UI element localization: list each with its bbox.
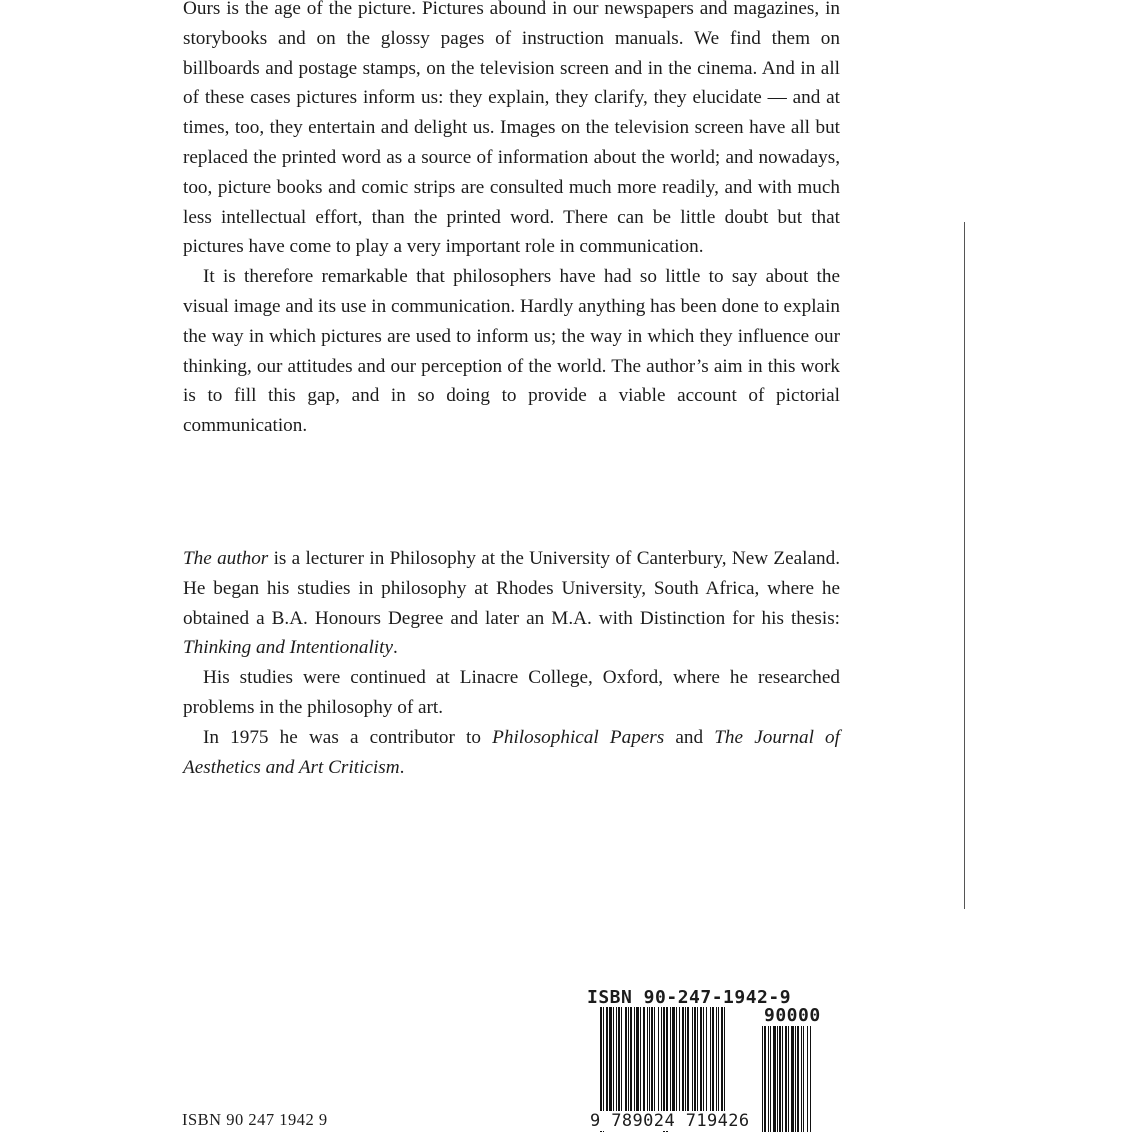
barcode-bar	[618, 1007, 620, 1119]
spine-rule	[964, 222, 965, 909]
bio-lead: The author	[183, 548, 269, 569]
isbn-footer: ISBN 90 247 1942 9	[182, 1110, 328, 1129]
isbn-barcode	[582, 986, 842, 1134]
barcode-bar	[628, 1007, 629, 1119]
barcode-bar	[718, 1007, 719, 1119]
barcode-bar	[654, 1007, 655, 1119]
barcode-bar	[779, 1026, 781, 1132]
barcode-bar	[773, 1026, 776, 1132]
barcode-bar	[803, 1026, 804, 1132]
barcode-bar	[700, 1007, 702, 1119]
barcode-bar	[606, 1007, 608, 1119]
barcode-bar	[768, 1026, 769, 1132]
barcode-bar	[609, 1007, 612, 1119]
barcode-bar	[616, 1007, 617, 1119]
barcode-bar	[682, 1007, 684, 1119]
barcode-bar	[782, 1026, 783, 1132]
bio-p3-end: .	[399, 756, 405, 778]
barcode-bar	[692, 1007, 693, 1119]
bio-paragraph-2: His studies were continued at Linacre College, Oxford, where he researched problems in the philosophy of art.	[183, 667, 840, 718]
barcode-bar	[687, 1007, 689, 1119]
book-blurb	[183, 0, 840, 441]
barcode-bar	[613, 1007, 614, 1119]
barcode-bar	[658, 1007, 659, 1119]
barcode-bar	[685, 1007, 686, 1119]
bio-p1-end: .	[392, 637, 398, 659]
barcode-bar	[640, 1007, 641, 1119]
journal-title-1: Philosophical Papers	[492, 726, 665, 748]
barcode-bar	[716, 1007, 717, 1119]
barcode-bar	[710, 1007, 711, 1119]
barcode-bar	[697, 1007, 698, 1119]
barcode-bar	[634, 1007, 635, 1119]
bio-paragraph-3	[183, 723, 840, 783]
barcode-bar	[807, 1026, 808, 1132]
barcode-bar	[795, 1026, 796, 1132]
barcode-isbn-label: ISBN 90-247-1942-9	[587, 987, 792, 1008]
barcode-bar	[649, 1007, 650, 1119]
thesis-title: Thinking and Intentionality	[183, 637, 393, 659]
barcode-bar	[676, 1007, 677, 1119]
barcode-bar	[788, 1026, 789, 1132]
barcode-bar	[647, 1007, 648, 1119]
barcode-bar	[670, 1007, 671, 1119]
barcode-bar	[621, 1007, 622, 1119]
barcode-bar	[764, 1026, 766, 1132]
barcode-bar	[762, 1026, 763, 1132]
barcode-bar	[643, 1007, 645, 1119]
barcode-bar	[724, 1007, 725, 1119]
bio-paragraph-1	[183, 544, 840, 663]
barcode-bar	[651, 1007, 653, 1119]
author-bio	[183, 544, 840, 782]
barcode-bar	[770, 1026, 771, 1132]
barcode-bar	[703, 1007, 704, 1119]
barcode-bar	[672, 1007, 675, 1119]
barcode-bar	[625, 1007, 627, 1119]
journal-title-2: The Journal of Aesthetics and Art Criticism	[183, 726, 840, 778]
barcode-addon-digits: 90000	[764, 1005, 821, 1026]
bio-p3-mid: and	[664, 726, 715, 748]
barcode-bar	[721, 1007, 723, 1119]
barcode-bar	[706, 1007, 707, 1119]
barcode-bar	[785, 1026, 787, 1132]
barcode-bar	[791, 1026, 794, 1132]
blurb-paragraph-1: Ours is the age of the picture. Pictures abound in our newspapers and magazines, in storybooks and on the glossy pages of instruction manuals. We find them on billboards and postage stamps, on the television screen and in the cinema. And in all of these cases pictures inform us: they explain, they clarify, they elucidate — and at times, too, they entertain and delight us. Images on the television screen have all but replaced the printed word as a source of information about the world; and nowadays, too, picture books and comic strips are consulted much more readily, and with much less intellectual effort, than the printed word. There can be little doubt but that pictures have come to play a very important role in communication.	[183, 0, 840, 258]
barcode-bar	[777, 1026, 778, 1132]
barcode-digits: 9 789024 719426	[590, 1111, 750, 1131]
barcode-bar	[694, 1007, 696, 1119]
barcode-bar	[661, 1007, 662, 1119]
barcode-bar	[712, 1007, 714, 1119]
bio-p1-text: is a lecturer in Philosophy at the University of Canterbury, New Zealand. He began his studies in philosophy at Rhodes University, South Africa, where he obtained a B.A. Honours Degree and later an M.A. with Distinction for his thesis:	[183, 548, 840, 629]
barcode-bar	[630, 1007, 632, 1119]
blurb-paragraph-2: It is therefore remarkable that philosophers have had so little to say about the visual image and its use in communication. Hardly anything has been done to explain the way in which pictures are used to inform us; the way in which they influence our thinking, our attitudes and our perception of the world. The author’s aim in this work is to fill this gap, and in so doing to provide a viable account of pictorial communication.	[183, 266, 840, 437]
barcode-bar	[679, 1007, 680, 1119]
bio-p3-start: In 1975 he was a contributor to	[203, 726, 493, 748]
barcode-bar	[801, 1026, 802, 1132]
barcode-bar	[810, 1026, 811, 1132]
barcode-bar	[797, 1026, 799, 1132]
barcode-bar	[636, 1007, 639, 1119]
